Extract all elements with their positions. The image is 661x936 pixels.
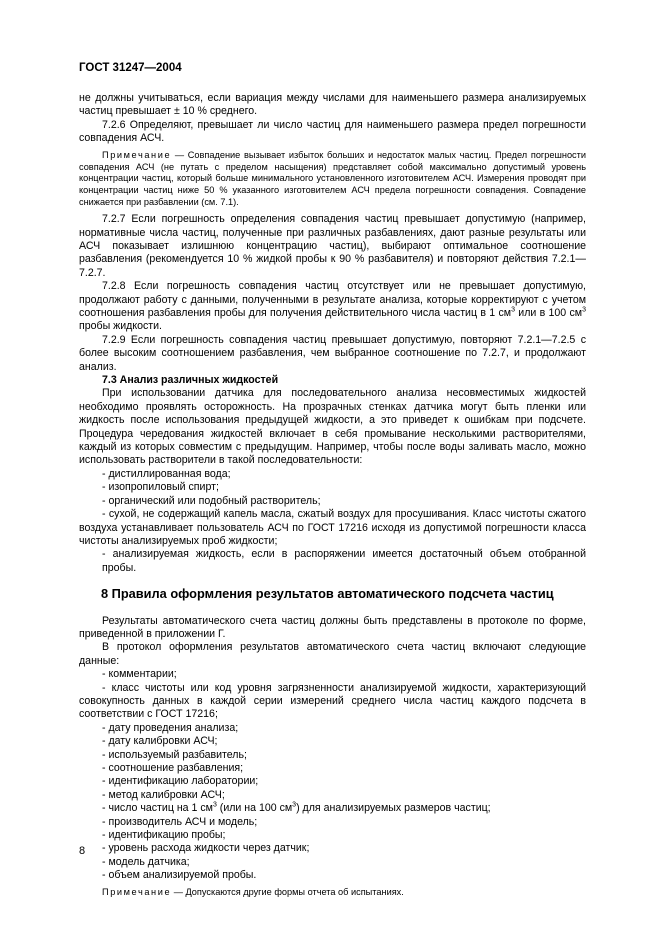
note-text: — Допускаются другие формы отчета об испытаниях. <box>171 886 404 897</box>
list-item <box>79 802 586 815</box>
paragraph: Результаты автоматического счета частиц должны быть представлены в протоколе по форме, приведенной в приложении Г. <box>79 614 586 640</box>
paragraph: 7.2.6 Определяют, превышает ли число частиц для наименьшего размера предел погрешности совпадения АСЧ. <box>79 118 586 145</box>
note <box>79 887 586 899</box>
text-run: - число частиц на 1 см <box>102 802 213 815</box>
note <box>79 150 586 210</box>
paragraph: 7.2.9 Если погрешность совпадения частиц превышает допустимую, повторяют 7.2.1—7.2.5 с более высоким соотношением разбавления, чем выбранное соотношение по 7.2.7, и продолжают анализ. <box>79 333 586 373</box>
paragraph: не должны учитываться, если вариация между числами для наименьшего размера анализируемых частиц превышает ± 10 % среднего. <box>79 92 586 118</box>
note-text: — Совпадение вызывает избыток больших и недостаток малых частиц. Предел погрешности совпадения АСЧ (не путать с пределом насыщения) представляет собой максимально допустимый уровень концентрации частиц, который больше минимального установленного изготовителем АСЧ. Измерения проводят при концентрации частиц ниже 50 % указанного изготовителем АСЧ предела погрешности совпадения. Совпадение снижается при разбавлении (см. 7.1). <box>79 149 586 208</box>
list-item: - изопропиловый спирт; <box>102 481 219 494</box>
list-item: - соотношение разбавления; <box>102 762 244 774</box>
document-header: ГОСТ 31247—2004 <box>79 62 182 74</box>
text-run: пробы жидкости. <box>79 320 162 333</box>
superscript: 3 <box>292 801 297 809</box>
text-run: ) для анализируемых размеров частиц; <box>296 802 491 815</box>
note-label: Примечание <box>102 149 172 160</box>
list-item: - органический или подобный растворитель; <box>102 494 321 507</box>
list-item: - сухой, не содержащий капель масла, сжатый воздух для просушивания. Класс чистоты сжатого воздуха устанавливает пользователь АСЧ по ГОСТ 17216 исходя из допустимой погрешности класса чистоты анализируемых проб жидкости; <box>79 508 586 547</box>
list-item: - объем анализируемой пробы. <box>102 869 257 882</box>
text-run: или в 100 см <box>514 307 583 319</box>
document-body <box>79 92 586 903</box>
section-heading: 8 Правила оформления результатов автоматического подсчета частиц <box>101 586 554 602</box>
paragraph: В протокол оформления результатов автоматического счета частиц включают следующие данные: <box>79 641 586 667</box>
paragraph: 7.2.7 Если погрешность определения совпадения частиц превышает допустимую (например, нормативные числа частиц, полученные при различных разбавлениях, дают разные результаты или АСЧ показывает излишнюю концентрацию частиц), выбирают оптимальное соотношение разбавления (рекомендуется 10 % жидкой пробы к 90 % разбавителя) и повторяют действия 7.2.1—7.2.7. <box>79 213 586 279</box>
text-run: 7.2.8 Если погрешность совпадения частиц отсутствует или не превышает допустимую, продолжают работу с данными, полученными в результате анализа, которые корректируют с учетом соотношения разбавления пробы для получения действительного числа частиц в 1 см <box>79 280 586 319</box>
list-item: - используемый разбавитель; <box>102 748 247 761</box>
list-item: - производитель АСЧ и модель; <box>102 815 258 828</box>
paragraph: При использовании датчика для последовательного анализа несовместимых жидкостей необходимо проявлять осторожность. На прозрачных стенках датчика могут быть пленки или жидкость после использования предыдущей жидкости, а это приведет к ошибкам при подсчете. Процедура чередования жидкостей включает в себя промывание несколькими растворителями, каждый из которых совместим с предыдущим. Например, чтобы после воды заливать масло, можно использовать растворители в такой последовательности: <box>79 387 586 467</box>
list-item: - комментарии; <box>102 668 177 681</box>
list-item: - анализируемая жидкость, если в распоряжении имеется достаточный объем отобранной пробы. <box>102 548 586 574</box>
page-number: 8 <box>79 845 86 857</box>
subsection-heading: 7.3 Анализ различных жидкостей <box>102 374 279 387</box>
note-label: Примечание <box>102 886 172 897</box>
paragraph <box>79 280 586 334</box>
list-item: - уровень расхода жидкости через датчик; <box>102 842 310 855</box>
list-item: - дату проведения анализа; <box>102 721 239 734</box>
list-item: - класс чистоты или код уровня загрязненности анализируемой жидкости, характеризующий совокупность данных в каждой серии измерений среднего числа частиц каждого подсчета в соответствии с ГОСТ 17216; <box>79 681 586 721</box>
list-item: - идентификацию пробы; <box>102 829 226 842</box>
list-item: - метод калибровки АСЧ; <box>102 788 225 801</box>
list-item: - модель датчика; <box>102 855 190 868</box>
list-item: - дистиллированная вода; <box>102 467 231 480</box>
list-item: - дату калибровки АСЧ; <box>102 735 218 748</box>
superscript: 3 <box>212 801 217 809</box>
superscript: 3 <box>511 306 515 314</box>
text-run: (или на 100 см <box>216 802 293 815</box>
superscript: 3 <box>582 306 586 314</box>
list-item: - идентификацию лаборатории; <box>102 775 259 788</box>
